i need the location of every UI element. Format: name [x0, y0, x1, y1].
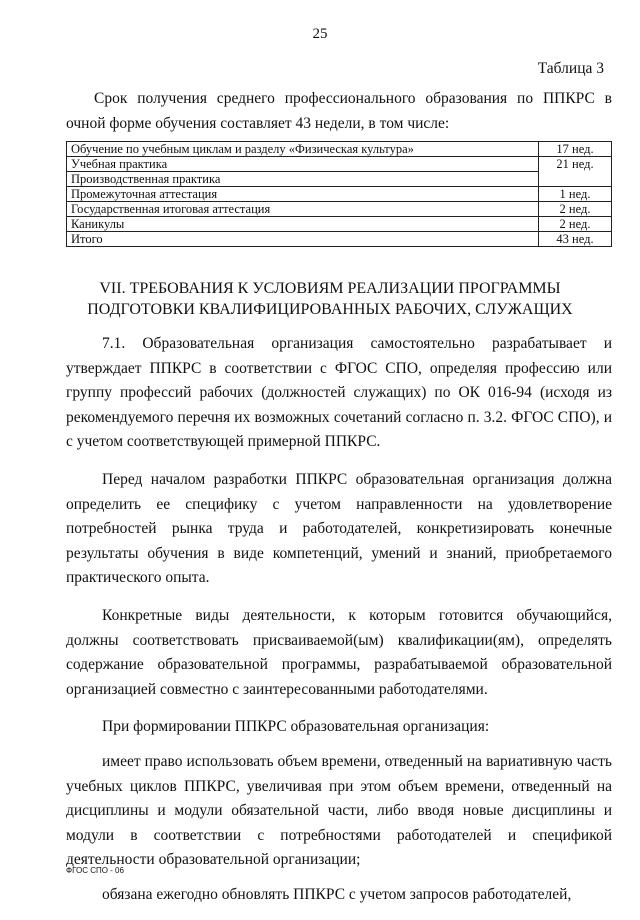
table-row [67, 202, 612, 217]
body-text [66, 332, 612, 920]
footer-code: ФГОС СПО - 06 [66, 866, 124, 875]
table-caption: Таблица 3 [537, 60, 604, 77]
row-label: Государственная итоговая аттестация [67, 202, 539, 217]
paragraph-7-1: 7.1. Образовательная организация самостоятельно разрабатывает и утверждает ППКРС в соответствии с ФГОС СПО, определяя профессию или группу профессий рабочих (должностей служащих) по ОК 016-94 (исходя из рекомендуемого перечня их возможных сочетаний согласно п. 3.2. ФГОС СПО), и с учетом соответствующей примерной ППКРС. [66, 335, 612, 451]
intro-text: Срок получения среднего профессионального образования по ППКРС в очной форме обучения составляет 43 недели, в том числе: [66, 90, 612, 132]
paragraph: имеет право использовать объем времени, отведенный на вариативную часть учебных циклов ППКРС, увеличивая при этом объем времени, отведенный на дисциплины и модули обязательной части, либо вводя новые дисциплины и модули в соответствии с потребностями работодателей и спецификой деятельности образовательной организации; [66, 752, 612, 869]
paragraph: обязана ежегодно обновлять ППКРС с учетом запросов работодателей, [102, 885, 572, 903]
paragraph: Перед началом разработки ППКРС образовательная организация должна определить ее специфику с учетом направленности на удовлетворение потребностей рынка труда и работодателей, конкретизировать конечные результаты обучения в виде компетенций, умений и знаний, приобретаемого практического опыта. [66, 470, 612, 587]
row-weeks: 2 нед. [539, 217, 612, 232]
row-label: Учебная практика [67, 157, 539, 172]
row-weeks: 1 нед. [539, 187, 612, 202]
row-label: Промежуточная аттестация [67, 187, 539, 202]
paragraph: Конкретные виды деятельности, к которым готовится обучающийся, должны соответствовать присваиваемой(ым) квалификации(ям), определять содержание образовательной программы, разрабатываемой образовательной организацией совместно с заинтересованными работодателями. [66, 606, 612, 698]
section-heading [40, 278, 620, 320]
table-row [67, 187, 612, 202]
section-heading-line-2: ПОДГОТОВКИ КВАЛИФИЦИРОВАННЫХ РАБОЧИХ, СЛУЖАЩИХ [87, 301, 573, 318]
table-row [67, 172, 612, 187]
table-row [67, 232, 612, 247]
row-label: Обучение по учебным циклам и разделу «Физическая культура» [67, 142, 539, 157]
row-label: Каникулы [67, 217, 539, 232]
row-weeks: 2 нед. [539, 202, 612, 217]
row-weeks: 17 нед. [539, 142, 612, 157]
section-heading-line-1: VII. ТРЕБОВАНИЯ К УСЛОВИЯМ РЕАЛИЗАЦИИ ПРОГРАММЫ [99, 280, 561, 297]
page-number: 25 [312, 26, 328, 42]
table-row [67, 142, 612, 157]
row-weeks: 43 нед. [539, 232, 612, 247]
table-row [67, 217, 612, 232]
row-label: Производственная практика [67, 172, 539, 187]
study-schedule-table [66, 141, 612, 247]
paragraph: При формировании ППКРС образовательная организация: [102, 718, 490, 736]
intro-paragraph [66, 86, 612, 136]
row-label: Итого [67, 232, 539, 247]
row-weeks: 21 нед. [539, 157, 612, 187]
table-row [67, 157, 612, 172]
